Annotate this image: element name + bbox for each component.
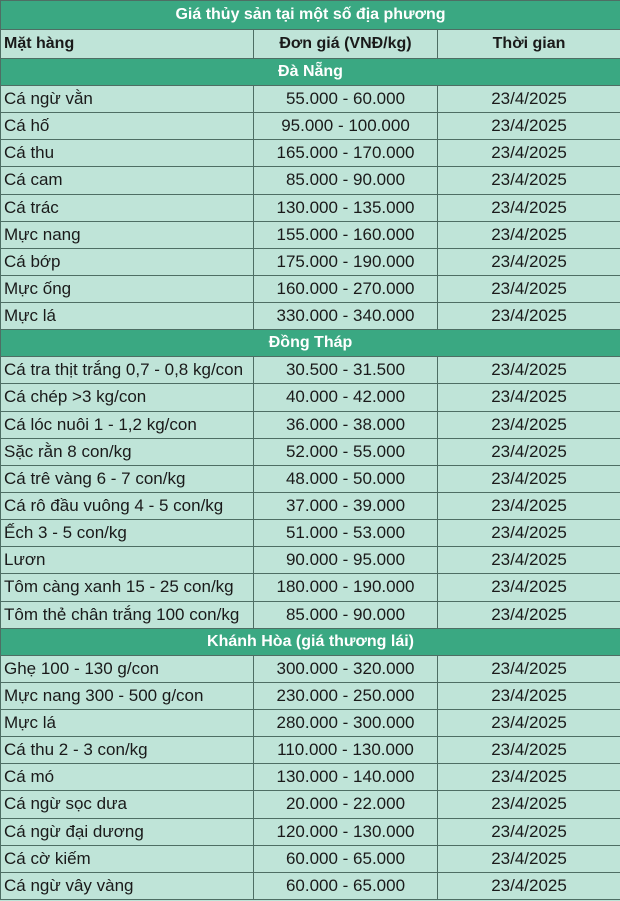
item-name-cell: Cá ngừ đại dương [1, 818, 254, 845]
table-row [1, 275, 620, 302]
item-name-cell: Cá ngừ sọc dưa [1, 791, 254, 818]
table-row [1, 709, 620, 736]
price-range-cell: 330.000 - 340.000 [254, 303, 438, 330]
table-row [1, 655, 620, 682]
table-row [1, 357, 620, 384]
item-name-cell: Cá tra thịt trắng 0,7 - 0,8 kg/con [1, 357, 254, 384]
table-row [1, 845, 620, 872]
item-name-cell: Mực nang [1, 221, 254, 248]
item-name-cell: Cá bớp [1, 248, 254, 275]
table-row [1, 492, 620, 519]
table-row [1, 86, 620, 113]
price-range-cell: 155.000 - 160.000 [254, 221, 438, 248]
item-name-cell: Cá trác [1, 194, 254, 221]
item-name-cell: Cá rô đầu vuông 4 - 5 con/kg [1, 492, 254, 519]
date-cell: 23/4/2025 [438, 709, 620, 736]
item-name-cell: Cá hố [1, 113, 254, 140]
table-row [1, 520, 620, 547]
table-row [1, 438, 620, 465]
date-cell: 23/4/2025 [438, 682, 620, 709]
table-row [1, 737, 620, 764]
price-range-cell: 40.000 - 42.000 [254, 384, 438, 411]
price-range-cell: 300.000 - 320.000 [254, 655, 438, 682]
date-cell: 23/4/2025 [438, 194, 620, 221]
date-cell: 23/4/2025 [438, 167, 620, 194]
date-cell: 23/4/2025 [438, 113, 620, 140]
table-row [1, 547, 620, 574]
price-range-cell: 30.500 - 31.500 [254, 357, 438, 384]
date-cell: 23/4/2025 [438, 357, 620, 384]
date-cell: 23/4/2025 [438, 547, 620, 574]
price-range-cell: 48.000 - 50.000 [254, 465, 438, 492]
section-header-row [1, 330, 620, 357]
column-header-price: Đơn giá (VNĐ/kg) [254, 30, 438, 59]
section-title: Đồng Tháp [1, 330, 620, 357]
date-cell: 23/4/2025 [438, 655, 620, 682]
date-cell: 23/4/2025 [438, 275, 620, 302]
date-cell: 23/4/2025 [438, 140, 620, 167]
price-range-cell: 130.000 - 140.000 [254, 764, 438, 791]
date-cell: 23/4/2025 [438, 411, 620, 438]
date-cell: 23/4/2025 [438, 492, 620, 519]
item-name-cell: Cá cam [1, 167, 254, 194]
price-range-cell: 180.000 - 190.000 [254, 574, 438, 601]
price-range-cell: 85.000 - 90.000 [254, 601, 438, 628]
table-row [1, 465, 620, 492]
section-header-row [1, 628, 620, 655]
date-cell: 23/4/2025 [438, 465, 620, 492]
table-row [1, 167, 620, 194]
date-cell: 23/4/2025 [438, 520, 620, 547]
date-cell: 23/4/2025 [438, 221, 620, 248]
date-cell: 23/4/2025 [438, 248, 620, 275]
item-name-cell: Cá lóc nuôi 1 - 1,2 kg/con [1, 411, 254, 438]
header-row [1, 30, 620, 59]
item-name-cell: Cá ngừ vây vàng [1, 872, 254, 899]
item-name-cell: Ếch 3 - 5 con/kg [1, 520, 254, 547]
price-range-cell: 165.000 - 170.000 [254, 140, 438, 167]
item-name-cell: Cá ngừ vằn [1, 86, 254, 113]
item-name-cell: Tôm thẻ chân trắng 100 con/kg [1, 601, 254, 628]
price-range-cell: 280.000 - 300.000 [254, 709, 438, 736]
date-cell: 23/4/2025 [438, 303, 620, 330]
date-cell: 23/4/2025 [438, 764, 620, 791]
table-row [1, 764, 620, 791]
table-row [1, 411, 620, 438]
item-name-cell: Cá thu [1, 140, 254, 167]
section-title: Khánh Hòa (giá thương lái) [1, 628, 620, 655]
price-range-cell: 60.000 - 65.000 [254, 845, 438, 872]
date-cell: 23/4/2025 [438, 872, 620, 899]
price-range-cell: 52.000 - 55.000 [254, 438, 438, 465]
price-range-cell: 120.000 - 130.000 [254, 818, 438, 845]
table-title: Giá thủy sản tại một số địa phương [1, 1, 620, 30]
section-title: Đà Nẵng [1, 59, 620, 86]
item-name-cell: Mực ống [1, 275, 254, 302]
price-range-cell: 51.000 - 53.000 [254, 520, 438, 547]
column-header-item: Mặt hàng [1, 30, 254, 59]
table-row [1, 791, 620, 818]
item-name-cell: Cá mó [1, 764, 254, 791]
date-cell: 23/4/2025 [438, 601, 620, 628]
table-row [1, 113, 620, 140]
item-name-cell: Cá thu 2 - 3 con/kg [1, 737, 254, 764]
price-range-cell: 90.000 - 95.000 [254, 547, 438, 574]
date-cell: 23/4/2025 [438, 818, 620, 845]
price-range-cell: 85.000 - 90.000 [254, 167, 438, 194]
item-name-cell: Cá trê vàng 6 - 7 con/kg [1, 465, 254, 492]
item-name-cell: Mực nang 300 - 500 g/con [1, 682, 254, 709]
date-cell: 23/4/2025 [438, 438, 620, 465]
table-row [1, 140, 620, 167]
price-range-cell: 160.000 - 270.000 [254, 275, 438, 302]
date-cell: 23/4/2025 [438, 384, 620, 411]
table-row [1, 221, 620, 248]
title-row [1, 1, 620, 30]
item-name-cell: Ghẹ 100 - 130 g/con [1, 655, 254, 682]
price-range-cell: 95.000 - 100.000 [254, 113, 438, 140]
date-cell: 23/4/2025 [438, 86, 620, 113]
item-name-cell: Sặc rằn 8 con/kg [1, 438, 254, 465]
price-range-cell: 36.000 - 38.000 [254, 411, 438, 438]
table-row [1, 682, 620, 709]
table-row [1, 303, 620, 330]
date-cell: 23/4/2025 [438, 845, 620, 872]
item-name-cell: Cá cờ kiếm [1, 845, 254, 872]
section-header-row [1, 59, 620, 86]
item-name-cell: Mực lá [1, 709, 254, 736]
table-row [1, 818, 620, 845]
item-name-cell: Tôm càng xanh 15 - 25 con/kg [1, 574, 254, 601]
price-range-cell: 130.000 - 135.000 [254, 194, 438, 221]
price-range-cell: 175.000 - 190.000 [254, 248, 438, 275]
item-name-cell: Lươn [1, 547, 254, 574]
date-cell: 23/4/2025 [438, 737, 620, 764]
price-range-cell: 110.000 - 130.000 [254, 737, 438, 764]
item-name-cell: Cá chép >3 kg/con [1, 384, 254, 411]
price-range-cell: 230.000 - 250.000 [254, 682, 438, 709]
column-header-date: Thời gian [438, 30, 620, 59]
price-range-cell: 37.000 - 39.000 [254, 492, 438, 519]
table-row [1, 601, 620, 628]
table-row [1, 248, 620, 275]
table-row [1, 384, 620, 411]
price-range-cell: 60.000 - 65.000 [254, 872, 438, 899]
date-cell: 23/4/2025 [438, 574, 620, 601]
price-range-cell: 20.000 - 22.000 [254, 791, 438, 818]
table-row [1, 574, 620, 601]
table-row [1, 872, 620, 899]
price-range-cell: 55.000 - 60.000 [254, 86, 438, 113]
table-row [1, 194, 620, 221]
date-cell: 23/4/2025 [438, 791, 620, 818]
item-name-cell: Mực lá [1, 303, 254, 330]
